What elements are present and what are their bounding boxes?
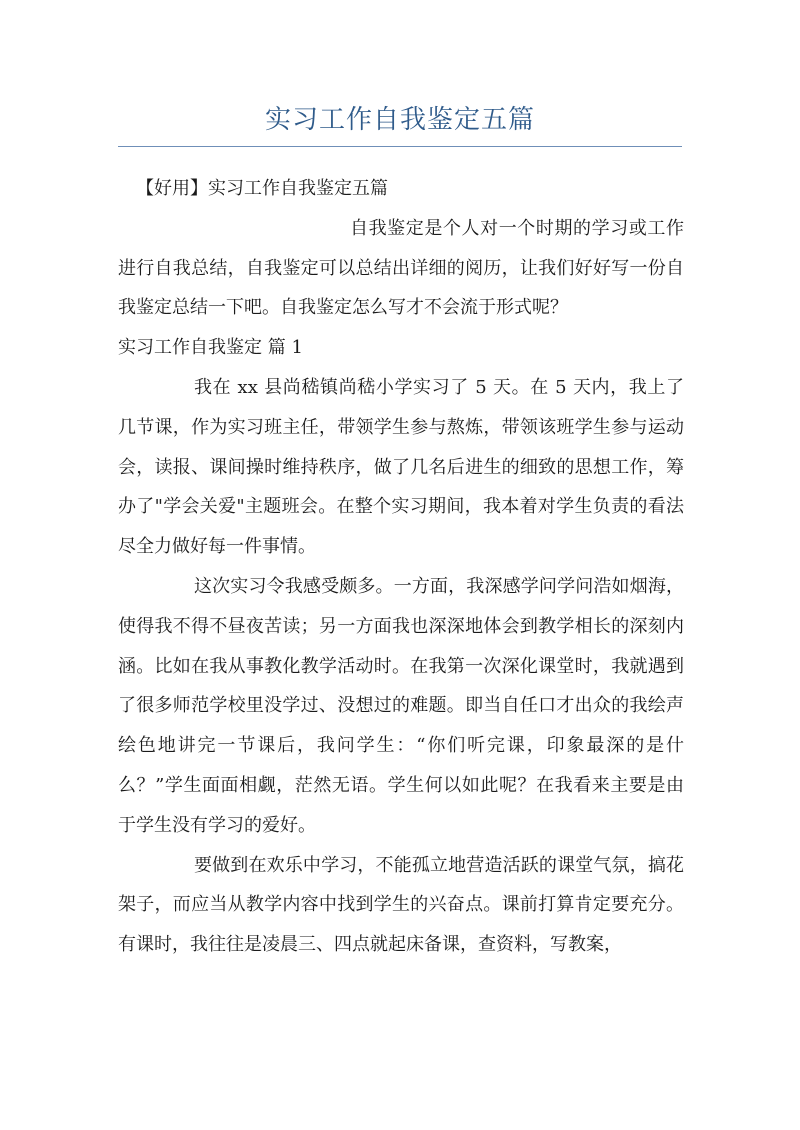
body-paragraph-2: 这次实习令我感受颇多。一方面，我深感学问学问浩如烟海，使得我不得不昼夜苦读；另一方面我也深深地体会到教学相长的深刻内涵。比如在我从事教化教学活动时。在我第一次深化课堂时，我就遇到了很多师范学校里没学过、没想过的难题。即当自任口才出众的我绘声绘色地讲完一节课后，我问学生：“你们听完课，印象最深的是什么？”学生面面相觑，茫然无语。学生何以如此呢？在我看来主要是由于学生没有学习的爱好。 [118, 575, 684, 836]
body-paragraph-1: 我在 xx 县尚嵇镇尚嵇小学实习了 5 天。在 5 天内，我上了几节课，作为实习班主任，带领学生参与熬炼，带领该班学生参与运动会，读报、课间操时维持秩序，做了几名后进生的细致的思想工作，筹办了"学会关爱"主题班会。在整个实习期间，我本着对学生负责的看法尽全力做好每一件事情。 [118, 376, 684, 558]
section-heading: 实习工作自我鉴定 篇 1 [118, 337, 303, 359]
intro-paragraph: 自我鉴定是个人对一个时期的学习或工作进行自我总结，自我鉴定可以总结出详细的阅历，让我们好好写一份自我鉴定总结一下吧。自我鉴定怎么写才不会流于形式呢？ [118, 217, 684, 319]
title-divider [118, 146, 682, 147]
document-body [118, 169, 684, 965]
document-subtitle: 【好用】实习工作自我鉴定五篇 [136, 178, 388, 199]
body-paragraph-3: 要做到在欢乐中学习，不能孤立地营造活跃的课堂气氛，搞花架子，而应当从教学内容中找到学生的兴奋点。课前打算肯定要充分。有课时，我往往是凌晨三、四点就起床备课，查资料，写教案， [118, 854, 684, 956]
document-title: 实习工作自我鉴定五篇 [264, 105, 535, 135]
